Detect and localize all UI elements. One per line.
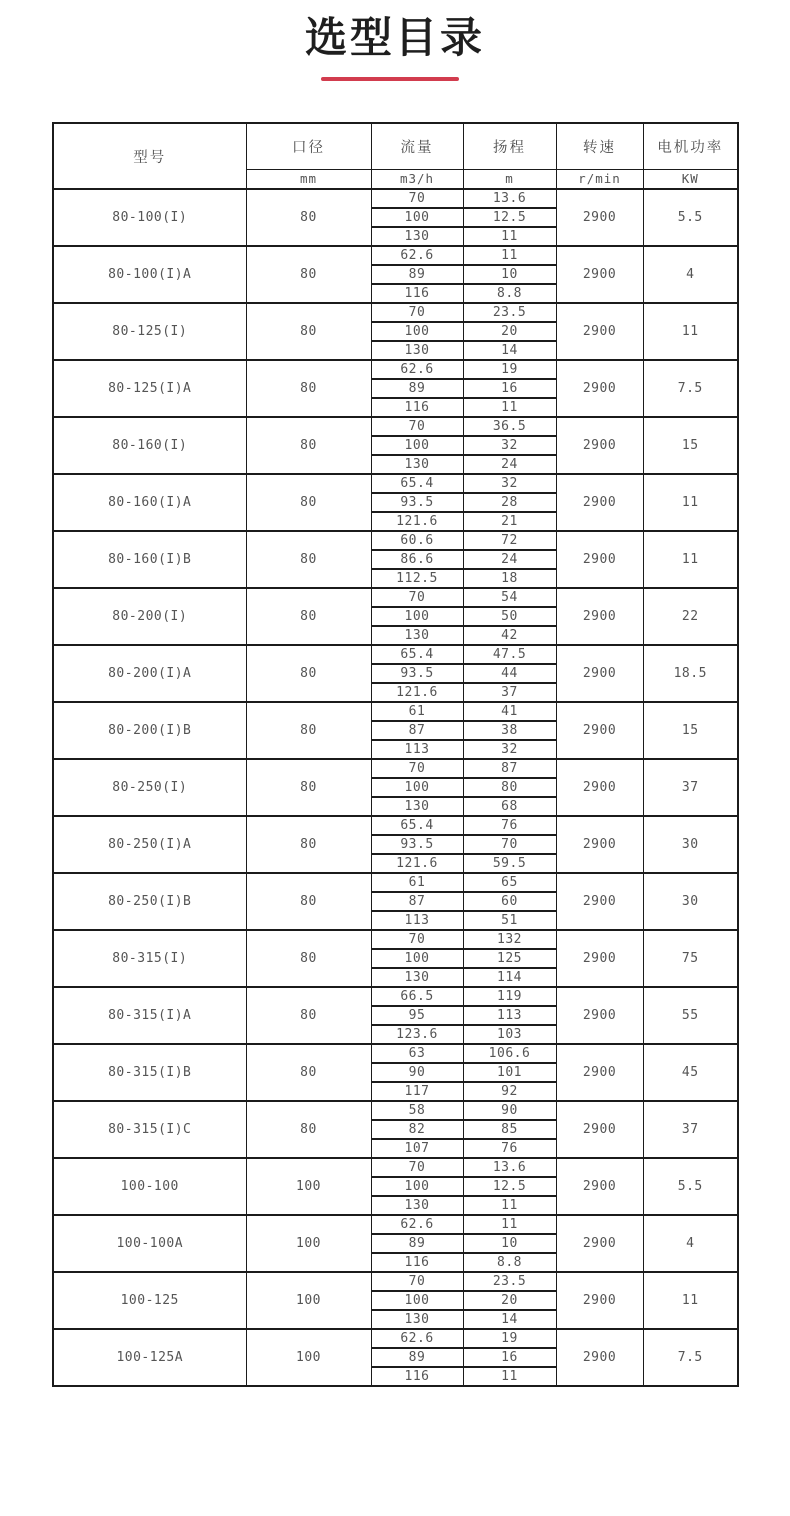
diameter-cell: 80 bbox=[246, 303, 371, 360]
diameter-cell: 80 bbox=[246, 1101, 371, 1158]
diameter-cell: 80 bbox=[246, 531, 371, 588]
head-cell: 12.5 bbox=[463, 208, 556, 227]
head-cell: 70 bbox=[463, 835, 556, 854]
power-cell: 11 bbox=[643, 1272, 738, 1329]
flow-cell: 87 bbox=[371, 892, 463, 911]
flow-cell: 61 bbox=[371, 702, 463, 721]
model-group-row bbox=[53, 1329, 738, 1348]
speed-cell: 2900 bbox=[556, 303, 643, 360]
head-cell: 13.6 bbox=[463, 189, 556, 208]
flow-cell: 95 bbox=[371, 1006, 463, 1025]
head-cell: 32 bbox=[463, 436, 556, 455]
model-cell: 80-315(I) bbox=[53, 930, 246, 987]
flow-cell: 89 bbox=[371, 1234, 463, 1253]
flow-cell: 70 bbox=[371, 1158, 463, 1177]
head-cell: 32 bbox=[463, 474, 556, 493]
power-cell: 4 bbox=[643, 1215, 738, 1272]
model-cell: 80-315(I)A bbox=[53, 987, 246, 1044]
col-header-speed: 转速 bbox=[556, 123, 643, 169]
model-group-row bbox=[53, 303, 738, 322]
head-cell: 8.8 bbox=[463, 284, 556, 303]
head-cell: 119 bbox=[463, 987, 556, 1006]
head-cell: 16 bbox=[463, 379, 556, 398]
model-group-row bbox=[53, 987, 738, 1006]
head-cell: 16 bbox=[463, 1348, 556, 1367]
flow-cell: 65.4 bbox=[371, 474, 463, 493]
diameter-cell: 80 bbox=[246, 702, 371, 759]
flow-cell: 89 bbox=[371, 379, 463, 398]
head-cell: 132 bbox=[463, 930, 556, 949]
head-cell: 101 bbox=[463, 1063, 556, 1082]
flow-cell: 130 bbox=[371, 1196, 463, 1215]
flow-cell: 100 bbox=[371, 607, 463, 626]
power-cell: 7.5 bbox=[643, 1329, 738, 1386]
model-group-row bbox=[53, 360, 738, 379]
flow-cell: 62.6 bbox=[371, 246, 463, 265]
power-cell: 5.5 bbox=[643, 189, 738, 246]
diameter-cell: 80 bbox=[246, 588, 371, 645]
power-cell: 7.5 bbox=[643, 360, 738, 417]
diameter-cell: 80 bbox=[246, 645, 371, 702]
diameter-cell: 80 bbox=[246, 246, 371, 303]
model-cell: 100-100 bbox=[53, 1158, 246, 1215]
power-cell: 4 bbox=[643, 246, 738, 303]
power-cell: 22 bbox=[643, 588, 738, 645]
speed-cell: 2900 bbox=[556, 417, 643, 474]
flow-cell: 100 bbox=[371, 1291, 463, 1310]
flow-cell: 116 bbox=[371, 398, 463, 417]
model-group-row bbox=[53, 417, 738, 436]
unit-flow: m3/h bbox=[371, 169, 463, 189]
flow-cell: 70 bbox=[371, 759, 463, 778]
power-cell: 11 bbox=[643, 474, 738, 531]
head-cell: 32 bbox=[463, 740, 556, 759]
flow-cell: 100 bbox=[371, 436, 463, 455]
head-cell: 11 bbox=[463, 1215, 556, 1234]
col-header-flow: 流量 bbox=[371, 123, 463, 169]
model-group-row bbox=[53, 1101, 738, 1120]
power-cell: 5.5 bbox=[643, 1158, 738, 1215]
diameter-cell: 80 bbox=[246, 1044, 371, 1101]
model-cell: 80-200(I) bbox=[53, 588, 246, 645]
speed-cell: 2900 bbox=[556, 588, 643, 645]
flow-cell: 93.5 bbox=[371, 835, 463, 854]
flow-cell: 66.5 bbox=[371, 987, 463, 1006]
model-group-row bbox=[53, 1158, 738, 1177]
head-cell: 24 bbox=[463, 455, 556, 474]
model-cell: 80-250(I)B bbox=[53, 873, 246, 930]
flow-cell: 61 bbox=[371, 873, 463, 892]
model-group-row bbox=[53, 189, 738, 208]
head-cell: 44 bbox=[463, 664, 556, 683]
speed-cell: 2900 bbox=[556, 873, 643, 930]
model-group-row bbox=[53, 759, 738, 778]
flow-cell: 100 bbox=[371, 949, 463, 968]
model-group-row bbox=[53, 1044, 738, 1063]
head-cell: 14 bbox=[463, 1310, 556, 1329]
model-cell: 100-125 bbox=[53, 1272, 246, 1329]
speed-cell: 2900 bbox=[556, 645, 643, 702]
model-cell: 80-200(I)B bbox=[53, 702, 246, 759]
model-group-row bbox=[53, 474, 738, 493]
flow-cell: 100 bbox=[371, 322, 463, 341]
table-body bbox=[53, 189, 738, 1386]
diameter-cell: 100 bbox=[246, 1329, 371, 1386]
model-group-row bbox=[53, 1215, 738, 1234]
speed-cell: 2900 bbox=[556, 759, 643, 816]
speed-cell: 2900 bbox=[556, 816, 643, 873]
page-title: 选型目录 bbox=[304, 14, 485, 61]
head-cell: 103 bbox=[463, 1025, 556, 1044]
diameter-cell: 80 bbox=[246, 360, 371, 417]
head-cell: 54 bbox=[463, 588, 556, 607]
head-cell: 11 bbox=[463, 246, 556, 265]
head-cell: 76 bbox=[463, 1139, 556, 1158]
flow-cell: 121.6 bbox=[371, 512, 463, 531]
model-cell: 80-160(I)B bbox=[53, 531, 246, 588]
head-cell: 51 bbox=[463, 911, 556, 930]
diameter-cell: 80 bbox=[246, 816, 371, 873]
table-header bbox=[53, 123, 738, 189]
flow-cell: 107 bbox=[371, 1139, 463, 1158]
col-header-model: 型号 bbox=[53, 123, 246, 189]
model-group-row bbox=[53, 531, 738, 550]
model-cell: 80-200(I)A bbox=[53, 645, 246, 702]
flow-cell: 117 bbox=[371, 1082, 463, 1101]
diameter-cell: 100 bbox=[246, 1272, 371, 1329]
power-cell: 15 bbox=[643, 702, 738, 759]
model-cell: 80-160(I) bbox=[53, 417, 246, 474]
head-cell: 11 bbox=[463, 1196, 556, 1215]
head-cell: 18 bbox=[463, 569, 556, 588]
unit-diameter: mm bbox=[246, 169, 371, 189]
speed-cell: 2900 bbox=[556, 1329, 643, 1386]
flow-cell: 100 bbox=[371, 208, 463, 227]
head-cell: 19 bbox=[463, 360, 556, 379]
head-cell: 37 bbox=[463, 683, 556, 702]
header-row bbox=[53, 123, 738, 169]
model-cell: 80-315(I)C bbox=[53, 1101, 246, 1158]
head-cell: 12.5 bbox=[463, 1177, 556, 1196]
flow-cell: 70 bbox=[371, 1272, 463, 1291]
model-group-row bbox=[53, 873, 738, 892]
flow-cell: 100 bbox=[371, 1177, 463, 1196]
model-group-row bbox=[53, 1272, 738, 1291]
head-cell: 68 bbox=[463, 797, 556, 816]
head-cell: 114 bbox=[463, 968, 556, 987]
model-cell: 80-315(I)B bbox=[53, 1044, 246, 1101]
diameter-cell: 80 bbox=[246, 189, 371, 246]
model-group-row bbox=[53, 702, 738, 721]
flow-cell: 116 bbox=[371, 284, 463, 303]
model-cell: 80-100(I)A bbox=[53, 246, 246, 303]
flow-cell: 112.5 bbox=[371, 569, 463, 588]
head-cell: 113 bbox=[463, 1006, 556, 1025]
flow-cell: 116 bbox=[371, 1367, 463, 1386]
model-cell: 100-100A bbox=[53, 1215, 246, 1272]
diameter-cell: 100 bbox=[246, 1215, 371, 1272]
title-underline bbox=[321, 77, 459, 81]
model-group-row bbox=[53, 816, 738, 835]
head-cell: 21 bbox=[463, 512, 556, 531]
power-cell: 45 bbox=[643, 1044, 738, 1101]
head-cell: 42 bbox=[463, 626, 556, 645]
speed-cell: 2900 bbox=[556, 189, 643, 246]
flow-cell: 62.6 bbox=[371, 360, 463, 379]
power-cell: 55 bbox=[643, 987, 738, 1044]
head-cell: 8.8 bbox=[463, 1253, 556, 1272]
head-cell: 47.5 bbox=[463, 645, 556, 664]
flow-cell: 89 bbox=[371, 265, 463, 284]
head-cell: 11 bbox=[463, 1367, 556, 1386]
flow-cell: 70 bbox=[371, 588, 463, 607]
head-cell: 87 bbox=[463, 759, 556, 778]
diameter-cell: 80 bbox=[246, 930, 371, 987]
head-cell: 19 bbox=[463, 1329, 556, 1348]
model-group-row bbox=[53, 588, 738, 607]
power-cell: 11 bbox=[643, 531, 738, 588]
speed-cell: 2900 bbox=[556, 930, 643, 987]
head-cell: 92 bbox=[463, 1082, 556, 1101]
model-group-row bbox=[53, 246, 738, 265]
unit-power: KW bbox=[643, 169, 738, 189]
col-header-diameter: 口径 bbox=[246, 123, 371, 169]
speed-cell: 2900 bbox=[556, 1101, 643, 1158]
power-cell: 37 bbox=[643, 759, 738, 816]
flow-cell: 113 bbox=[371, 911, 463, 930]
flow-cell: 70 bbox=[371, 303, 463, 322]
flow-cell: 70 bbox=[371, 189, 463, 208]
diameter-cell: 80 bbox=[246, 987, 371, 1044]
head-cell: 65 bbox=[463, 873, 556, 892]
diameter-cell: 80 bbox=[246, 873, 371, 930]
flow-cell: 130 bbox=[371, 1310, 463, 1329]
model-cell: 80-100(I) bbox=[53, 189, 246, 246]
col-header-head: 扬程 bbox=[463, 123, 556, 169]
head-cell: 36.5 bbox=[463, 417, 556, 436]
unit-speed: r/min bbox=[556, 169, 643, 189]
head-cell: 72 bbox=[463, 531, 556, 550]
head-cell: 85 bbox=[463, 1120, 556, 1139]
speed-cell: 2900 bbox=[556, 474, 643, 531]
model-cell: 100-125A bbox=[53, 1329, 246, 1386]
head-cell: 76 bbox=[463, 816, 556, 835]
flow-cell: 130 bbox=[371, 626, 463, 645]
speed-cell: 2900 bbox=[556, 360, 643, 417]
flow-cell: 123.6 bbox=[371, 1025, 463, 1044]
flow-cell: 70 bbox=[371, 417, 463, 436]
flow-cell: 89 bbox=[371, 1348, 463, 1367]
model-cell: 80-160(I)A bbox=[53, 474, 246, 531]
head-cell: 20 bbox=[463, 1291, 556, 1310]
speed-cell: 2900 bbox=[556, 1215, 643, 1272]
diameter-cell: 80 bbox=[246, 474, 371, 531]
head-cell: 106.6 bbox=[463, 1044, 556, 1063]
speed-cell: 2900 bbox=[556, 531, 643, 588]
flow-cell: 65.4 bbox=[371, 816, 463, 835]
flow-cell: 113 bbox=[371, 740, 463, 759]
col-header-power: 电机功率 bbox=[643, 123, 738, 169]
power-cell: 15 bbox=[643, 417, 738, 474]
head-cell: 90 bbox=[463, 1101, 556, 1120]
head-cell: 80 bbox=[463, 778, 556, 797]
flow-cell: 121.6 bbox=[371, 683, 463, 702]
flow-cell: 90 bbox=[371, 1063, 463, 1082]
flow-cell: 82 bbox=[371, 1120, 463, 1139]
flow-cell: 63 bbox=[371, 1044, 463, 1063]
flow-cell: 130 bbox=[371, 797, 463, 816]
flow-cell: 93.5 bbox=[371, 664, 463, 683]
head-cell: 23.5 bbox=[463, 303, 556, 322]
power-cell: 11 bbox=[643, 303, 738, 360]
head-cell: 125 bbox=[463, 949, 556, 968]
power-cell: 18.5 bbox=[643, 645, 738, 702]
speed-cell: 2900 bbox=[556, 246, 643, 303]
model-cell: 80-125(I) bbox=[53, 303, 246, 360]
flow-cell: 62.6 bbox=[371, 1215, 463, 1234]
power-cell: 30 bbox=[643, 873, 738, 930]
diameter-cell: 80 bbox=[246, 417, 371, 474]
head-cell: 10 bbox=[463, 1234, 556, 1253]
unit-head: m bbox=[463, 169, 556, 189]
speed-cell: 2900 bbox=[556, 1044, 643, 1101]
flow-cell: 121.6 bbox=[371, 854, 463, 873]
flow-cell: 100 bbox=[371, 778, 463, 797]
flow-cell: 86.6 bbox=[371, 550, 463, 569]
flow-cell: 65.4 bbox=[371, 645, 463, 664]
head-cell: 14 bbox=[463, 341, 556, 360]
model-cell: 80-250(I)A bbox=[53, 816, 246, 873]
flow-cell: 62.6 bbox=[371, 1329, 463, 1348]
flow-cell: 60.6 bbox=[371, 531, 463, 550]
head-cell: 38 bbox=[463, 721, 556, 740]
model-cell: 80-125(I)A bbox=[53, 360, 246, 417]
power-cell: 30 bbox=[643, 816, 738, 873]
flow-cell: 116 bbox=[371, 1253, 463, 1272]
flow-cell: 130 bbox=[371, 227, 463, 246]
power-cell: 37 bbox=[643, 1101, 738, 1158]
speed-cell: 2900 bbox=[556, 702, 643, 759]
head-cell: 28 bbox=[463, 493, 556, 512]
diameter-cell: 100 bbox=[246, 1158, 371, 1215]
speed-cell: 2900 bbox=[556, 1272, 643, 1329]
head-cell: 13.6 bbox=[463, 1158, 556, 1177]
speed-cell: 2900 bbox=[556, 1158, 643, 1215]
flow-cell: 58 bbox=[371, 1101, 463, 1120]
power-cell: 75 bbox=[643, 930, 738, 987]
flow-cell: 93.5 bbox=[371, 493, 463, 512]
flow-cell: 87 bbox=[371, 721, 463, 740]
head-cell: 41 bbox=[463, 702, 556, 721]
head-cell: 50 bbox=[463, 607, 556, 626]
head-cell: 23.5 bbox=[463, 1272, 556, 1291]
flow-cell: 130 bbox=[371, 455, 463, 474]
head-cell: 60 bbox=[463, 892, 556, 911]
head-cell: 24 bbox=[463, 550, 556, 569]
flow-cell: 70 bbox=[371, 930, 463, 949]
head-cell: 59.5 bbox=[463, 854, 556, 873]
model-group-row bbox=[53, 930, 738, 949]
selection-catalog-table bbox=[52, 122, 739, 1387]
head-cell: 11 bbox=[463, 398, 556, 417]
head-cell: 20 bbox=[463, 322, 556, 341]
diameter-cell: 80 bbox=[246, 759, 371, 816]
flow-cell: 130 bbox=[371, 968, 463, 987]
speed-cell: 2900 bbox=[556, 987, 643, 1044]
model-group-row bbox=[53, 645, 738, 664]
head-cell: 11 bbox=[463, 227, 556, 246]
flow-cell: 130 bbox=[371, 341, 463, 360]
head-cell: 10 bbox=[463, 265, 556, 284]
model-cell: 80-250(I) bbox=[53, 759, 246, 816]
